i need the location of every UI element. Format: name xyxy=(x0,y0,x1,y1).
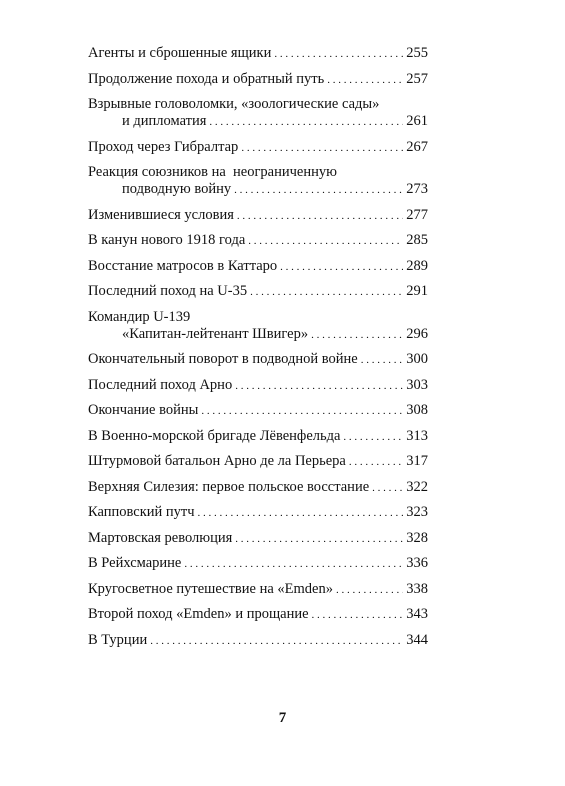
dot-leader xyxy=(235,530,403,548)
dot-leader xyxy=(361,351,404,369)
toc-entry-page: 289 xyxy=(406,257,428,274)
toc-entry-title: Последний поход на U-35 xyxy=(88,283,248,299)
dot-leader xyxy=(184,555,403,573)
toc-entry-title: Продолжение похода и обратный путь xyxy=(88,70,325,87)
toc-entry-title-continuation: и дипломатия xyxy=(122,113,207,129)
dot-leader xyxy=(349,453,403,471)
dot-leader xyxy=(250,283,403,301)
toc-entry-page: 261 xyxy=(406,113,428,129)
toc-entry-page: 343 xyxy=(406,606,428,622)
toc-entry-title: В Рейхсмарине xyxy=(88,555,182,571)
toc-entry-title: В Военно-морской бригаде Лёвенфельда xyxy=(88,427,341,444)
toc-entry xyxy=(88,632,428,650)
toc-entry xyxy=(88,428,428,446)
toc-entry-title: Второй поход «Emden» и прощание xyxy=(88,606,309,622)
toc-entry-title-continuation: подводную войну xyxy=(122,181,232,197)
toc-entry-title: Последний поход Арно xyxy=(88,376,233,393)
toc-entry-page: 344 xyxy=(406,631,428,648)
toc-entry xyxy=(88,504,428,522)
dot-leader xyxy=(209,113,403,131)
dot-leader xyxy=(150,632,403,650)
toc-entry-page: 313 xyxy=(406,427,428,444)
dot-leader xyxy=(198,504,404,522)
toc-entry-page: 328 xyxy=(406,529,428,546)
toc-entry-title: Взрывные головоломки, «зоологические сады» xyxy=(88,96,380,112)
dot-leader xyxy=(336,581,403,599)
toc-entry-title: Капповский путч xyxy=(88,504,195,520)
dot-leader xyxy=(248,232,403,250)
toc-entry-page: 277 xyxy=(406,206,428,223)
toc-entry-page: 303 xyxy=(406,376,428,393)
toc-entry-page: 336 xyxy=(406,555,428,571)
toc-entry xyxy=(88,530,428,548)
toc-entry-title: Штурмовой батальон Арно де ла Перьера xyxy=(88,453,346,469)
toc-entry-page: 285 xyxy=(406,232,428,248)
dot-leader xyxy=(235,377,403,395)
page-number: 7 xyxy=(278,710,287,726)
toc-entry-title: Окончательный поворот в подводной войне xyxy=(88,351,358,367)
toc-entry xyxy=(88,453,428,471)
dot-leader xyxy=(234,181,403,199)
toc-entry-page: 323 xyxy=(406,504,428,520)
toc-entry-title: Изменившиеся условия xyxy=(88,206,234,223)
toc-entry-page: 300 xyxy=(406,351,428,367)
table-of-contents xyxy=(88,45,428,650)
toc-entry-page: 296 xyxy=(406,325,428,342)
toc-entry xyxy=(88,351,428,369)
toc-entry-title: Реакция союзников на неограниченную xyxy=(88,164,337,180)
dot-leader xyxy=(274,45,403,63)
toc-entry-title: В канун нового 1918 года xyxy=(88,232,246,248)
toc-entry-title: В Турции xyxy=(88,631,148,648)
dot-leader xyxy=(311,326,403,344)
dot-leader xyxy=(280,258,403,276)
toc-entry-title: Окончание войны xyxy=(88,402,199,418)
toc-entry xyxy=(88,258,428,276)
toc-entry-page: 317 xyxy=(406,453,428,469)
toc-entry xyxy=(88,96,428,131)
toc-entry-page: 338 xyxy=(406,580,428,597)
toc-entry xyxy=(88,581,428,599)
toc-entry-title: Проход через Гибралтар xyxy=(88,138,239,155)
dot-leader xyxy=(201,402,403,420)
toc-entry xyxy=(88,309,428,344)
toc-entry xyxy=(88,283,428,301)
toc-entry-title: Командир U-139 xyxy=(88,308,191,325)
toc-entry-page: 308 xyxy=(406,402,428,418)
toc-entry-page: 322 xyxy=(406,478,428,495)
toc-entry xyxy=(88,207,428,225)
dot-leader xyxy=(237,207,403,225)
toc-entry-page: 257 xyxy=(406,70,428,87)
toc-entry xyxy=(88,402,428,420)
toc-entry xyxy=(88,479,428,497)
toc-entry-page: 291 xyxy=(406,283,428,299)
toc-entry-title: Восстание матросов в Каттаро xyxy=(88,257,278,274)
toc-entry-page: 273 xyxy=(406,181,428,197)
toc-entry xyxy=(88,555,428,573)
toc-entry xyxy=(88,71,428,89)
toc-entry-title: Мартовская революция xyxy=(88,529,233,546)
dot-leader xyxy=(343,428,403,446)
toc-entry-page: 255 xyxy=(406,45,428,61)
dot-leader xyxy=(372,479,403,497)
toc-entry xyxy=(88,232,428,250)
toc-entry-title-continuation: «Капитан-лейтенант Швигер» xyxy=(122,325,309,342)
dot-leader xyxy=(241,139,403,157)
dot-leader xyxy=(327,71,403,89)
toc-entry xyxy=(88,139,428,157)
toc-entry-title: Кругосветное путешествие на «Emden» xyxy=(88,580,333,597)
toc-entry xyxy=(88,164,428,199)
toc-entry xyxy=(88,606,428,624)
toc-entry xyxy=(88,45,428,63)
dot-leader xyxy=(312,606,404,624)
toc-entry xyxy=(88,377,428,395)
toc-entry-title: Верхняя Силезия: первое польское восстание xyxy=(88,478,370,495)
toc-entry-title: Агенты и сброшенные ящики xyxy=(88,45,272,61)
toc-entry-page: 267 xyxy=(406,138,428,155)
